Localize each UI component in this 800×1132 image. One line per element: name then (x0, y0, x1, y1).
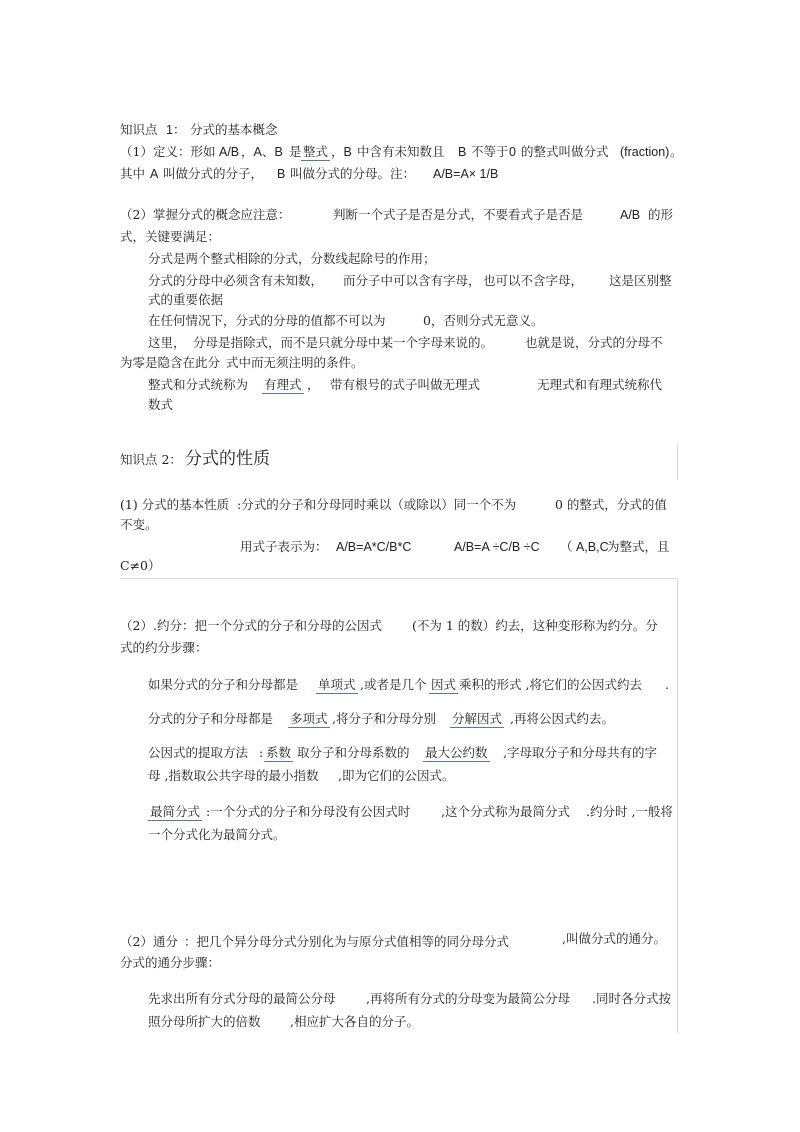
formula-c-nonzero: C≠0） (120, 558, 161, 573)
reduction-number: （2） (120, 618, 153, 633)
monomial-dot: . (665, 677, 669, 692)
basic-property-zero: 0 的整式，分式的值 (555, 497, 667, 512)
monomial-line: 如果分式的分子和分母都是 (148, 677, 299, 692)
definition-ab: A/B (219, 145, 240, 159)
polynomial-end: ,再将公因式约去。 (510, 711, 614, 726)
rational-label: 整式和分式统称为 (148, 377, 249, 392)
algebraic-def: 无理式和有理式统称代 (537, 377, 663, 392)
lcd-multiple: 照分母所扩大的倍数 (148, 1014, 261, 1029)
numerator-a: A (150, 167, 159, 181)
definition-contains: 中含有未知数且 (357, 144, 445, 159)
irrational-def: 带有根号的式子叫做无理式 (330, 377, 481, 392)
basic-property-text: :分式的分子和分母同时乘以（或除以）同一个不为 (237, 497, 517, 512)
definition-b2: ，B (331, 145, 352, 159)
definition-not-equal: 不等于 (471, 144, 509, 159)
definition-b3: B (458, 145, 467, 159)
rule-basis: 式的重要依据 (148, 292, 224, 307)
formula-label: 用式子表示为： (240, 539, 328, 554)
numerator-text: 叫做分式的分子， (163, 166, 264, 181)
definition-label: （1）定义：形如 (120, 144, 216, 159)
common-factor-letter: ,字母取分子和分母共有的字 (503, 745, 657, 760)
common-denominator-def: ：把几个异分母分式分别化为与原分式值相等的同分母分式 (184, 934, 510, 949)
simplest-called: ,这个分式称为最简分式 (441, 804, 570, 819)
definition-period: 。 (670, 144, 683, 159)
rule-distinguish: 这是区别整 (609, 273, 672, 288)
rule-here: 这里， (148, 335, 186, 350)
section-1-title-number: 1： (166, 123, 186, 137)
rule-numerator: 而分子中可以含有字母， (343, 273, 481, 288)
lcd-each: .同时各分式按 (592, 991, 671, 1006)
section-1-title: 分式的基本概念 (190, 122, 278, 137)
formula-abc: （ A,B,C (560, 540, 609, 554)
underlined-youli: 有理式 (264, 377, 302, 392)
definition-called: 的整式叫做分式 (521, 144, 609, 159)
common-denominator-steps: 分式的通分步骤： (120, 955, 221, 970)
rule-that-is: 也就是说，分式的分母不 (525, 335, 663, 350)
reduction-steps: 式的约分步骤： (120, 640, 208, 655)
formula-multiply: A/B=A*C/B*C (336, 540, 412, 554)
monomial-or: ,或者是几个 (360, 677, 427, 692)
common-denominator-label: （2）通分 (120, 934, 178, 949)
formula-divide: A/B=A ÷C/B ÷C (454, 540, 540, 554)
box-top-border (120, 578, 678, 579)
attention-key: 式，关键要满足： (120, 229, 221, 244)
rule-denominator: 分式的分母中必须含有未知数， (148, 273, 324, 288)
rule-division: 分式是两个整式相除的分式，分数线起除号的作用； (148, 251, 436, 266)
common-factor-label: 公因式的提取方法 (148, 745, 249, 760)
denominator-text: 叫做分式的分母。注： (290, 166, 416, 181)
formula-integer: 为整式，且 (607, 539, 670, 554)
simplest-reduce: .约分时 ,一般将 (586, 804, 673, 819)
underlined-fenjie: 分解因式 (452, 711, 503, 726)
underlined-duoxiang: 多项式 (290, 711, 328, 726)
polynomial-mid: ,将分子和分母分别 (332, 711, 436, 726)
underlined-danxiang: 单项式 (318, 677, 356, 692)
numerator-line-start: 其中 (120, 166, 146, 181)
attention-judge: 判断一个式子是否是分式，不要看式子是否是 (333, 207, 584, 222)
common-factor-colon: : (259, 745, 264, 760)
common-factor-coef: 取分子和分母系数的 (297, 745, 410, 760)
definition-fraction: (fraction) (620, 145, 670, 159)
rule-meaningless: 0，否则分式无意义。 (423, 313, 544, 328)
section-2-title: 分式的性质 (185, 449, 270, 469)
denominator-b: B (277, 167, 286, 181)
simplest-end: 一个分式化为最简分式。 (148, 827, 286, 842)
attention-ab: A/B (620, 208, 641, 222)
underlined-zuida: 最大公约数 (425, 745, 488, 760)
common-factor-exponent: 母 ,指数取公共字母的最小指数 (148, 768, 319, 783)
rule-nonzero: 在任何情况下，分式的分母的值都不可以为 (148, 313, 386, 328)
definition-is: 是 (289, 144, 302, 159)
basic-property-unchanged: 不变。 (120, 517, 158, 532)
underlined-zhengshi: 整式 (303, 144, 329, 159)
polynomial-line: 分式的分子和分母都是 (148, 711, 274, 726)
monomial-product: 乘积的形式 ,将它们的公因式约去 (459, 677, 642, 692)
lcd-change: ,再将所有分式的分母变为最简公分母 (366, 991, 570, 1006)
section-1-title-prefix: 知识点 (120, 122, 158, 137)
rule-implicit: 为零是隐含在此分 (120, 355, 221, 370)
frame-line (677, 444, 678, 480)
rule-divisor: 分母是指除式，而不是只就分母中某一个字母来说的。 (193, 335, 494, 350)
rule-no-letter: 也可以不含字母， (483, 273, 584, 288)
simplest-def: :一个分式的分子和分母没有公因式时 (206, 804, 411, 819)
note-formula: A/B=A× 1/B (433, 167, 499, 181)
common-denominator-called: ,叫做分式的通分。 (562, 931, 666, 946)
common-factor-end: ,即为它们的公因式。 (338, 768, 455, 783)
underlined-zuijian: 最简分式 (150, 804, 201, 819)
definition-zero: 0 (509, 145, 516, 159)
reduction-def: .约分：把一个分式的分子和分母的公因式 (153, 618, 382, 633)
reduction-def-cont: (不为 1 的数）约去，这种变形称为约分。分 (412, 618, 658, 633)
section-2-title-prefix: 知识点 2： (120, 452, 182, 467)
rational-comma: ， (307, 377, 320, 392)
attention-label: （2）掌握分式的概念应注意： (120, 207, 291, 222)
definition-b: 、B (262, 145, 283, 159)
attention-form: 的形 (648, 207, 674, 222)
lcd-line: 先求出所有分式分母的最简公分母 (148, 991, 336, 1006)
underlined-xishu: 系数 (266, 745, 292, 760)
underlined-yinshi: 因式 (431, 677, 457, 692)
lcd-numerator: ,相应扩大各自的分子。 (290, 1014, 419, 1029)
algebraic-end: 数式 (148, 397, 174, 412)
basic-property-label: (1) 分式的基本性质 (120, 497, 230, 512)
definition-a: ，A (241, 145, 262, 159)
rule-condition: 式中而无须注明的条件。 (226, 355, 364, 370)
box-right-border (677, 578, 678, 1033)
